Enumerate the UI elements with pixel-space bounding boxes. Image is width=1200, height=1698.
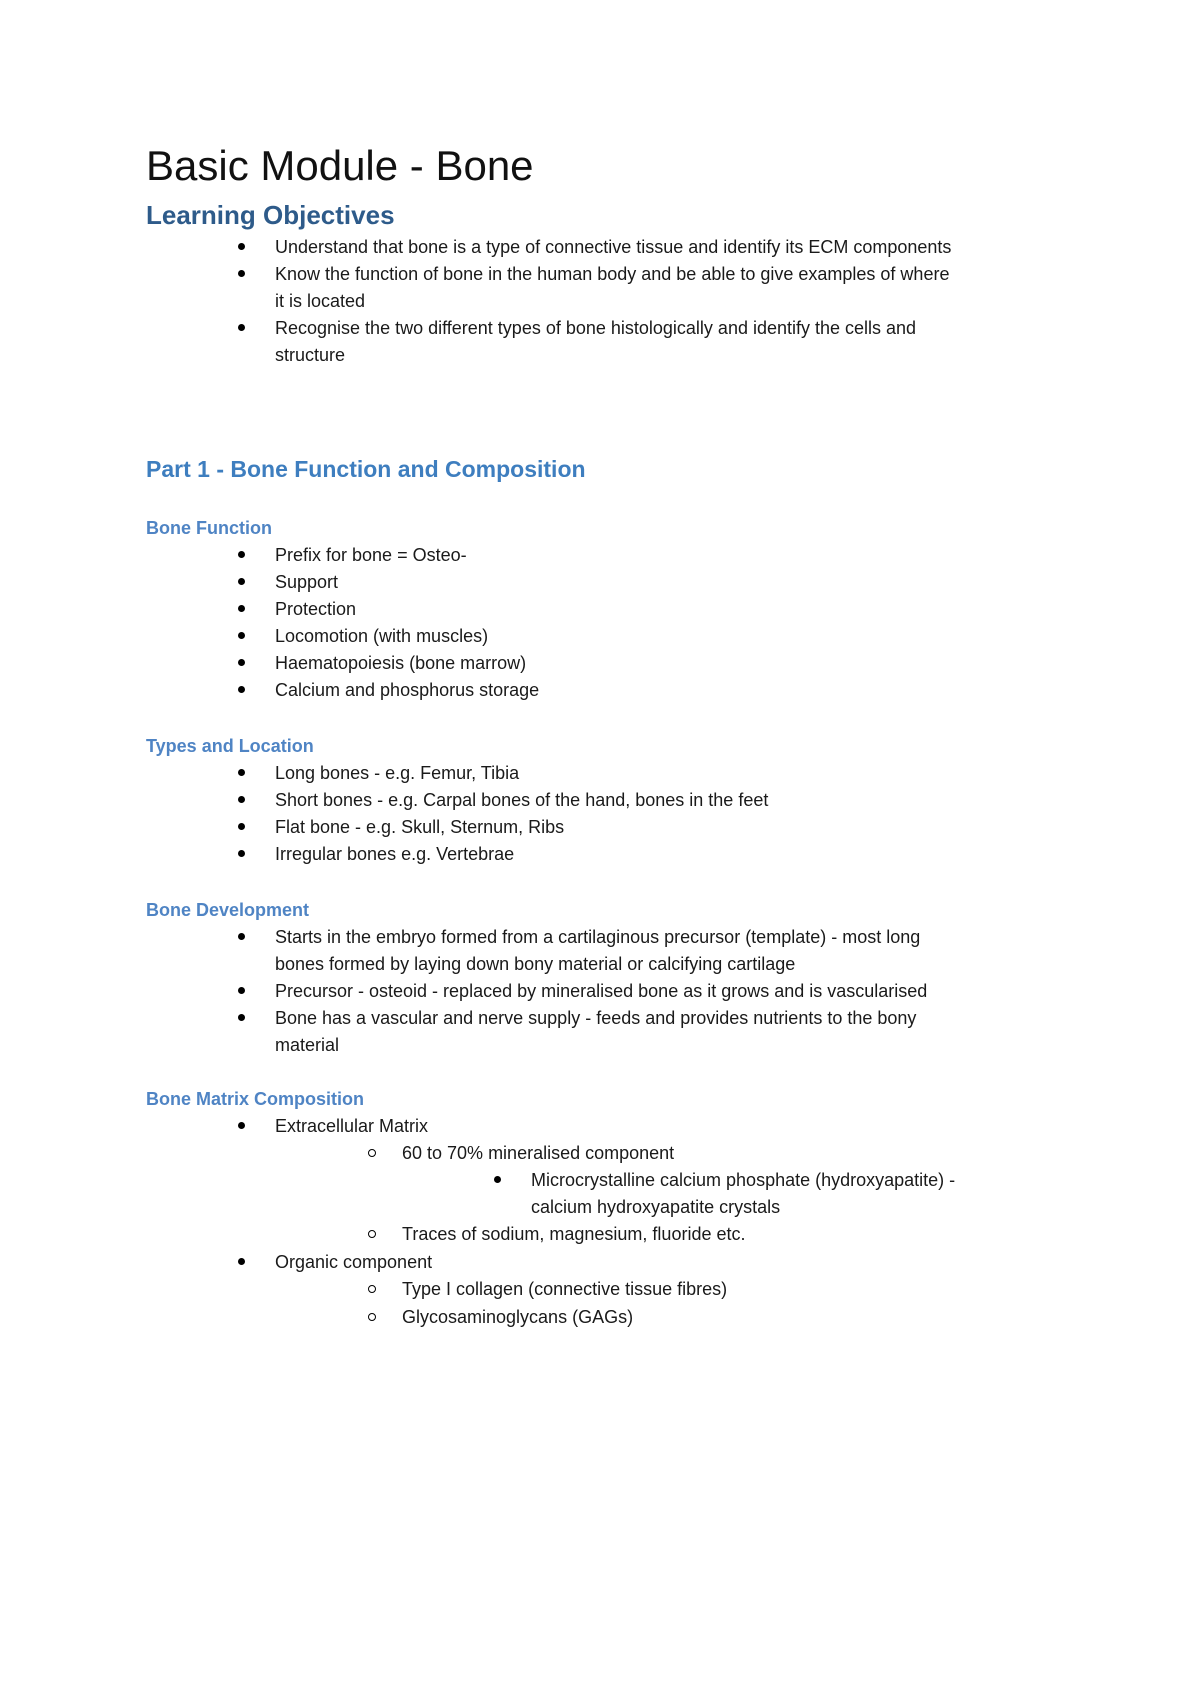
- development-item-3-line-2: material: [275, 1035, 340, 1055]
- function-item-5: Haematopoiesis (bone marrow): [275, 653, 527, 673]
- matrix-hydroxyapatite-line-2: calcium hydroxyapatite crystals: [531, 1197, 781, 1217]
- bullet-icon: [238, 987, 245, 994]
- bullet-icon: [238, 1014, 245, 1021]
- matrix-traces-item: Traces of sodium, magnesium, fluoride etc.: [402, 1224, 746, 1244]
- types-item-4: Irregular bones e.g. Vertebrae: [275, 844, 515, 864]
- development-item-3-line-1: Bone has a vascular and nerve supply - feeds and provides nutrients to the bony: [275, 1008, 917, 1028]
- bullet-icon: [494, 1176, 501, 1183]
- bullet-icon: [238, 686, 245, 693]
- bullet-icon: [238, 933, 245, 940]
- types-item-3: Flat bone - e.g. Skull, Sternum, Ribs: [275, 817, 565, 837]
- bullet-icon: [238, 551, 245, 558]
- bullet-icon: [238, 769, 245, 776]
- types-location-heading: Types and Location: [146, 736, 314, 756]
- objective-item-2-line-1: Know the function of bone in the human body and be able to give examples of where: [275, 264, 950, 284]
- function-item-2: Support: [275, 572, 339, 592]
- function-item-4: Locomotion (with muscles): [275, 626, 489, 646]
- bullet-icon: [238, 324, 245, 331]
- bone-function-heading: Bone Function: [146, 518, 272, 538]
- objective-item-3-line-1: Recognise the two different types of bone histologically and identify the cells and: [275, 318, 917, 338]
- function-item-1: Prefix for bone = Osteo-: [275, 545, 467, 565]
- bone-development-heading: Bone Development: [146, 900, 310, 920]
- types-item-1: Long bones - e.g. Femur, Tibia: [275, 763, 520, 783]
- matrix-collagen-item: Type I collagen (connective tissue fibres): [402, 1279, 728, 1299]
- development-item-2: Precursor - osteoid - replaced by mineralised bone as it grows and is vascularised: [275, 981, 928, 1001]
- development-item-1-line-2: bones formed by laying down bony material or calcifying cartilage: [275, 954, 796, 974]
- bullet-icon: [238, 659, 245, 666]
- function-item-3: Protection: [275, 599, 357, 619]
- page-title: Basic Module - Bone: [146, 142, 534, 189]
- learning-objectives-heading: Learning Objectives: [146, 200, 395, 230]
- development-item-1-line-1: Starts in the embryo formed from a cartilaginous precursor (template) - most long: [275, 927, 921, 947]
- sub-bullet-icon: [368, 1230, 376, 1238]
- objective-item-2-line-2: it is located: [275, 291, 366, 311]
- bullet-icon: [238, 270, 245, 277]
- matrix-organic-item: Organic component: [275, 1252, 433, 1272]
- types-item-2: Short bones - e.g. Carpal bones of the hand, bones in the feet: [275, 790, 769, 810]
- objective-item-3-line-2: structure: [275, 345, 346, 365]
- matrix-extracellular-item: Extracellular Matrix: [275, 1116, 429, 1136]
- bullet-icon: [238, 823, 245, 830]
- bullet-icon: [238, 850, 245, 857]
- bullet-icon: [238, 632, 245, 639]
- bone-matrix-heading: Bone Matrix Composition: [146, 1089, 365, 1109]
- part1-heading: Part 1 - Bone Function and Composition: [146, 456, 586, 482]
- bullet-icon: [238, 796, 245, 803]
- matrix-gags-item: Glycosaminoglycans (GAGs): [402, 1307, 634, 1327]
- matrix-hydroxyapatite-line-1: Microcrystalline calcium phosphate (hydroxyapatite) -: [531, 1170, 956, 1190]
- function-item-6: Calcium and phosphorus storage: [275, 680, 540, 700]
- bullet-icon: [238, 1258, 245, 1265]
- bullet-icon: [238, 1122, 245, 1129]
- sub-bullet-icon: [368, 1313, 376, 1321]
- bullet-icon: [238, 605, 245, 612]
- matrix-mineralised-item: 60 to 70% mineralised component: [402, 1143, 675, 1163]
- sub-bullet-icon: [368, 1149, 376, 1157]
- bullet-icon: [238, 578, 245, 585]
- sub-bullet-icon: [368, 1285, 376, 1293]
- objective-item-1: Understand that bone is a type of connective tissue and identify its ECM components: [275, 237, 952, 257]
- bullet-icon: [238, 243, 245, 250]
